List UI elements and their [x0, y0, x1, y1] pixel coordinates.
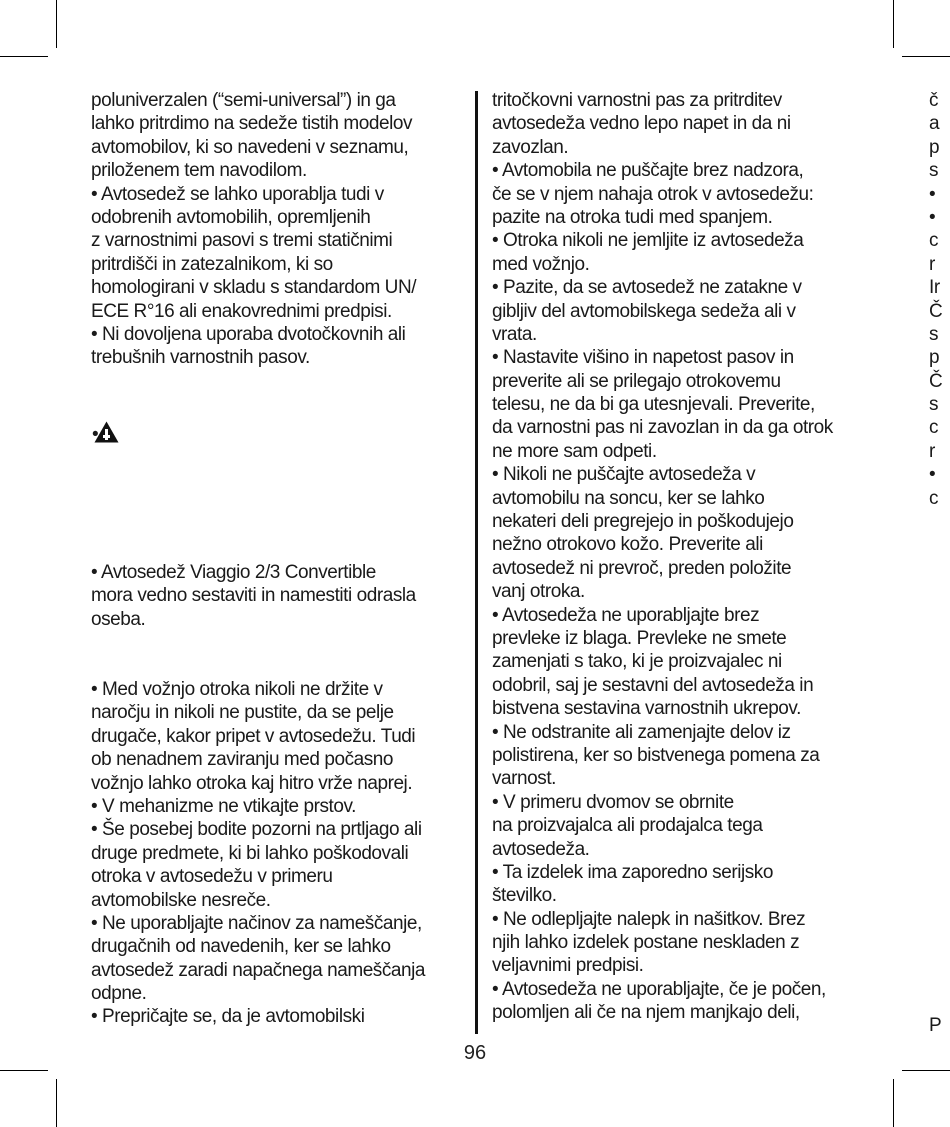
page-number: 96	[463, 1042, 487, 1064]
text-line: • Nikoli ne puščajte avtosedeža v	[492, 464, 756, 486]
text-line: • V primeru dvomov se obrnite	[492, 791, 734, 813]
text-line: vanj otroka.	[492, 581, 585, 603]
crop-mark-bottom-left-horizontal	[0, 1070, 48, 1071]
text-line: na proizvajalca ali prodajalca tega	[492, 815, 763, 837]
empty-bullet: •	[92, 424, 99, 445]
text-line: • Avtosedež se lahko uporablja tudi v	[91, 183, 384, 205]
text-line: r	[929, 253, 935, 275]
text-line: avtosedeža vedno lepo napet in da ni	[492, 113, 791, 135]
text-line: ECE R°16 ali enakovrednimi predpisi.	[91, 300, 392, 322]
crop-mark-bottom-left-vertical	[56, 1079, 57, 1127]
text-line: avtosedež ni prevroč, preden položite	[492, 557, 792, 579]
text-line: da varnostni pas ni zavozlan in da ga otrok	[492, 417, 833, 439]
crop-mark-bottom-right-horizontal	[902, 1070, 950, 1071]
text-line: odpne.	[91, 983, 147, 1005]
crop-mark-top-right-vertical	[893, 0, 894, 48]
text-line: p	[929, 347, 940, 369]
text-line: vožnjo lahko otroka kaj hitro vrže naprej.	[91, 772, 413, 794]
text-line: veljavnimi predpisi.	[492, 955, 644, 977]
text-line: odobrenih avtomobilih, opremljenih	[91, 206, 371, 228]
text-line: c	[929, 230, 939, 252]
text-line: naročju in nikoli ne pustite, da se pelje	[91, 702, 394, 724]
text-line: druge predmete, ki bi lahko poškodovali	[91, 842, 409, 864]
text-line: • V mehanizme ne vtikajte prstov.	[91, 795, 356, 817]
text-line: p	[929, 136, 940, 158]
crop-mark-top-left-horizontal	[0, 56, 48, 57]
text-line: prevleke iz blaga. Prevleke ne smete	[492, 627, 787, 649]
text-line: avtosedeža.	[492, 838, 590, 860]
text-line: poluniverzalen (“semi-universal”) in ga	[91, 90, 396, 111]
text-line: • Še posebej bodite pozorni na prtljago ali	[91, 819, 422, 841]
text-line: ob nenadnem zaviranju med počasno	[91, 749, 394, 771]
text-line: c	[929, 417, 939, 439]
text-line: zavozlan.	[492, 136, 569, 158]
text-line: avtomobilu na soncu, ker se lahko	[492, 487, 765, 509]
column-divider	[475, 91, 478, 1034]
text-line: •	[929, 183, 936, 205]
text-line: bistvena sestavina varnostnih ukrepov.	[492, 698, 801, 720]
text-line: Č	[929, 370, 943, 392]
text-line: a	[929, 113, 940, 135]
text-line: • Med vožnjo otroka nikoli ne držite v	[91, 679, 383, 700]
middle-column	[492, 89, 864, 1025]
text-line: • Ne uporabljajte načinov za nameščanje,	[91, 912, 422, 934]
text-line: mora vedno sestaviti in namestiti odrasla	[91, 585, 416, 607]
text-line: Ir	[929, 277, 940, 299]
crop-mark-bottom-right-vertical	[893, 1079, 894, 1127]
text-line: •	[929, 464, 936, 486]
text-line: številko.	[492, 885, 557, 907]
text-line: pritrdišči in zatezalnikom, ki so	[91, 253, 333, 275]
right-column-bottom-glyph: P	[929, 1015, 942, 1036]
text-line: • Prepričajte se, da je avtomobilski	[91, 1006, 365, 1028]
text-line: med vožnjo.	[492, 253, 590, 275]
text-line: s	[929, 394, 939, 416]
text-line: polomljen ali če na njem manjkajo deli,	[492, 1002, 800, 1024]
text-line: nežno otrokovo kožo. Preverite ali	[492, 534, 763, 556]
right-column-fragment	[929, 89, 950, 510]
text-line: • Ne odlepljajte nalepk in našitkov. Brez	[492, 908, 806, 930]
text-line: c	[929, 487, 939, 509]
text-line: • Avtosedeža ne uporabljajte brez	[492, 604, 760, 626]
text-line: • Avtosedež Viaggio 2/3 Convertible	[91, 562, 376, 583]
text-line: polistirena, ker so bistvenega pomena za	[492, 744, 820, 766]
text-line: zamenjati s tako, ki je proizvajalec ni	[492, 651, 782, 673]
text-line: nekateri deli pregrejejo in poškodujejo	[492, 511, 794, 533]
text-line: avtomobilov, ki so navedeni v seznamu,	[91, 136, 409, 158]
text-line: otroka v avtosedežu v primeru	[91, 866, 333, 888]
left-column-block-3	[91, 678, 466, 1029]
text-line: avtosedež zaradi napačnega nameščanja	[91, 959, 426, 981]
text-line: varnost.	[492, 768, 556, 790]
text-line: telesu, ne da bi ga utesnjevali. Preverite,	[492, 394, 815, 416]
crop-mark-top-left-vertical	[56, 0, 57, 48]
text-line: če se v njem nahaja otrok v avtosedežu:	[492, 183, 814, 205]
text-line: Č	[929, 300, 943, 322]
text-line: drugačnih od navedenih, ker se lahko	[91, 936, 391, 958]
text-line: pazite na otroka tudi med spanjem.	[492, 206, 773, 228]
text-line: vrata.	[492, 323, 537, 345]
text-line: gibljiv del avtomobilskega sedeža ali v	[492, 300, 796, 322]
text-line: njih lahko izdelek postane neskladen z	[492, 932, 800, 954]
text-line: • Avtomobila ne puščajte brez nadzora,	[492, 160, 804, 182]
text-line: č	[929, 90, 939, 111]
text-line: • Pazite, da se avtosedež ne zatakne v	[492, 277, 802, 299]
left-column-block-2	[91, 561, 466, 631]
text-line: homologirani v skladu s standardom UN/	[91, 277, 417, 299]
crop-mark-top-right-horizontal	[902, 56, 950, 57]
text-line: ne more sam odpeti.	[492, 440, 657, 462]
left-column-block-1	[91, 89, 466, 370]
text-line: preverite ali se prilegajo otrokovemu	[492, 370, 781, 392]
text-line: z varnostnimi pasovi s tremi statičnimi	[91, 230, 393, 252]
text-line: • Nastavite višino in napetost pasov in	[492, 347, 794, 369]
text-line: priloženem tem navodilom.	[91, 160, 307, 182]
text-line: oseba.	[91, 608, 146, 630]
text-line: • Avtosedeža ne uporabljajte, če je počen,	[492, 978, 826, 1000]
text-line: • Ta izdelek ima zaporedno serijsko	[492, 861, 773, 883]
text-line: r	[929, 440, 935, 462]
text-line: lahko pritrdimo na sedeže tistih modelov	[91, 113, 413, 135]
text-line: trebušnih varnostnih pasov.	[91, 347, 310, 369]
text-line: drugače, kakor pripet v avtosedežu. Tudi	[91, 725, 416, 747]
text-line: •	[929, 206, 936, 228]
text-line: s	[929, 160, 939, 182]
text-line: • Otroka nikoli ne jemljite iz avtosedeža	[492, 230, 804, 252]
text-line: • Ne odstranite ali zamenjajte delov iz	[492, 721, 791, 743]
text-line: avtomobilske nesreče.	[91, 889, 271, 911]
text-line: • Ni dovoljena uporaba dvotočkovnih ali	[91, 323, 406, 345]
text-line: odobril, saj je sestavni del avtosedeža in	[492, 674, 814, 696]
text-line: tritočkovni varnostni pas za pritrditev	[492, 90, 782, 111]
text-line: s	[929, 323, 939, 345]
